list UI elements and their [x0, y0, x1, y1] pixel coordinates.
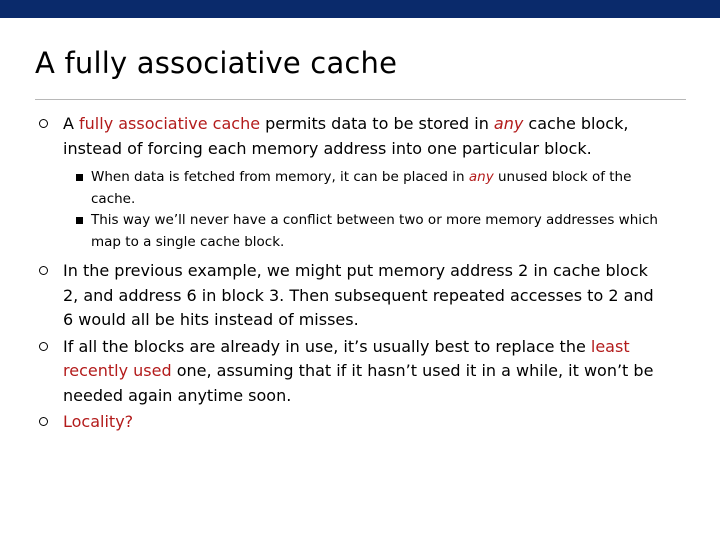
subbullet-text: This way we’ll never have a conflict between two or more memory addresses which map to a single cache block.: [91, 212, 658, 250]
subbullet-no-conflict: [35, 210, 665, 253]
highlight-term: Locality?: [63, 412, 134, 431]
square-bullet-icon: [76, 217, 83, 224]
bullet-text: In the previous example, we might put memory address 2 in cache block 2, and address 6 in block 3. Then subsequent repeated accesses to 2 and 6 would all be hits instead of misses.: [63, 261, 654, 329]
subbullet-text: unused block of the cache.: [91, 169, 632, 207]
bullet-text: one, assuming that if it hasn’t used it in a while, it won’t be needed again anytime soon.: [63, 361, 654, 405]
bullet-locality: [35, 410, 665, 435]
ring-bullet-icon: [39, 417, 48, 426]
ring-bullet-icon: [39, 342, 48, 351]
slide-title: A fully associative cache: [35, 46, 398, 80]
bullet-fully-associative: [35, 112, 665, 161]
ring-bullet-icon: [39, 266, 48, 275]
title-divider: [35, 99, 686, 100]
highlight-term: least recently used: [63, 336, 630, 380]
square-bullet-icon: [76, 174, 83, 181]
highlight-term: any: [493, 114, 524, 133]
bullet-list: [35, 112, 665, 435]
bullet-text: A: [63, 114, 80, 133]
top-color-bar: [0, 0, 720, 18]
subbullet-text: When data is fetched from memory, it can be placed in: [91, 169, 469, 185]
bullet-text: If all the blocks are already in use, it’s usually best to replace the: [63, 336, 591, 356]
ring-bullet-icon: [39, 119, 48, 128]
highlight-term: any: [468, 169, 494, 185]
bullet-example: [35, 259, 665, 333]
highlight-term: fully associative cache: [79, 114, 261, 133]
bullet-text: cache block, instead of forcing each memory address into one particular block.: [63, 114, 629, 158]
bullet-lru: [35, 335, 665, 409]
bullet-text: permits data to be stored in: [260, 114, 494, 133]
subbullet-placement: [35, 167, 665, 210]
